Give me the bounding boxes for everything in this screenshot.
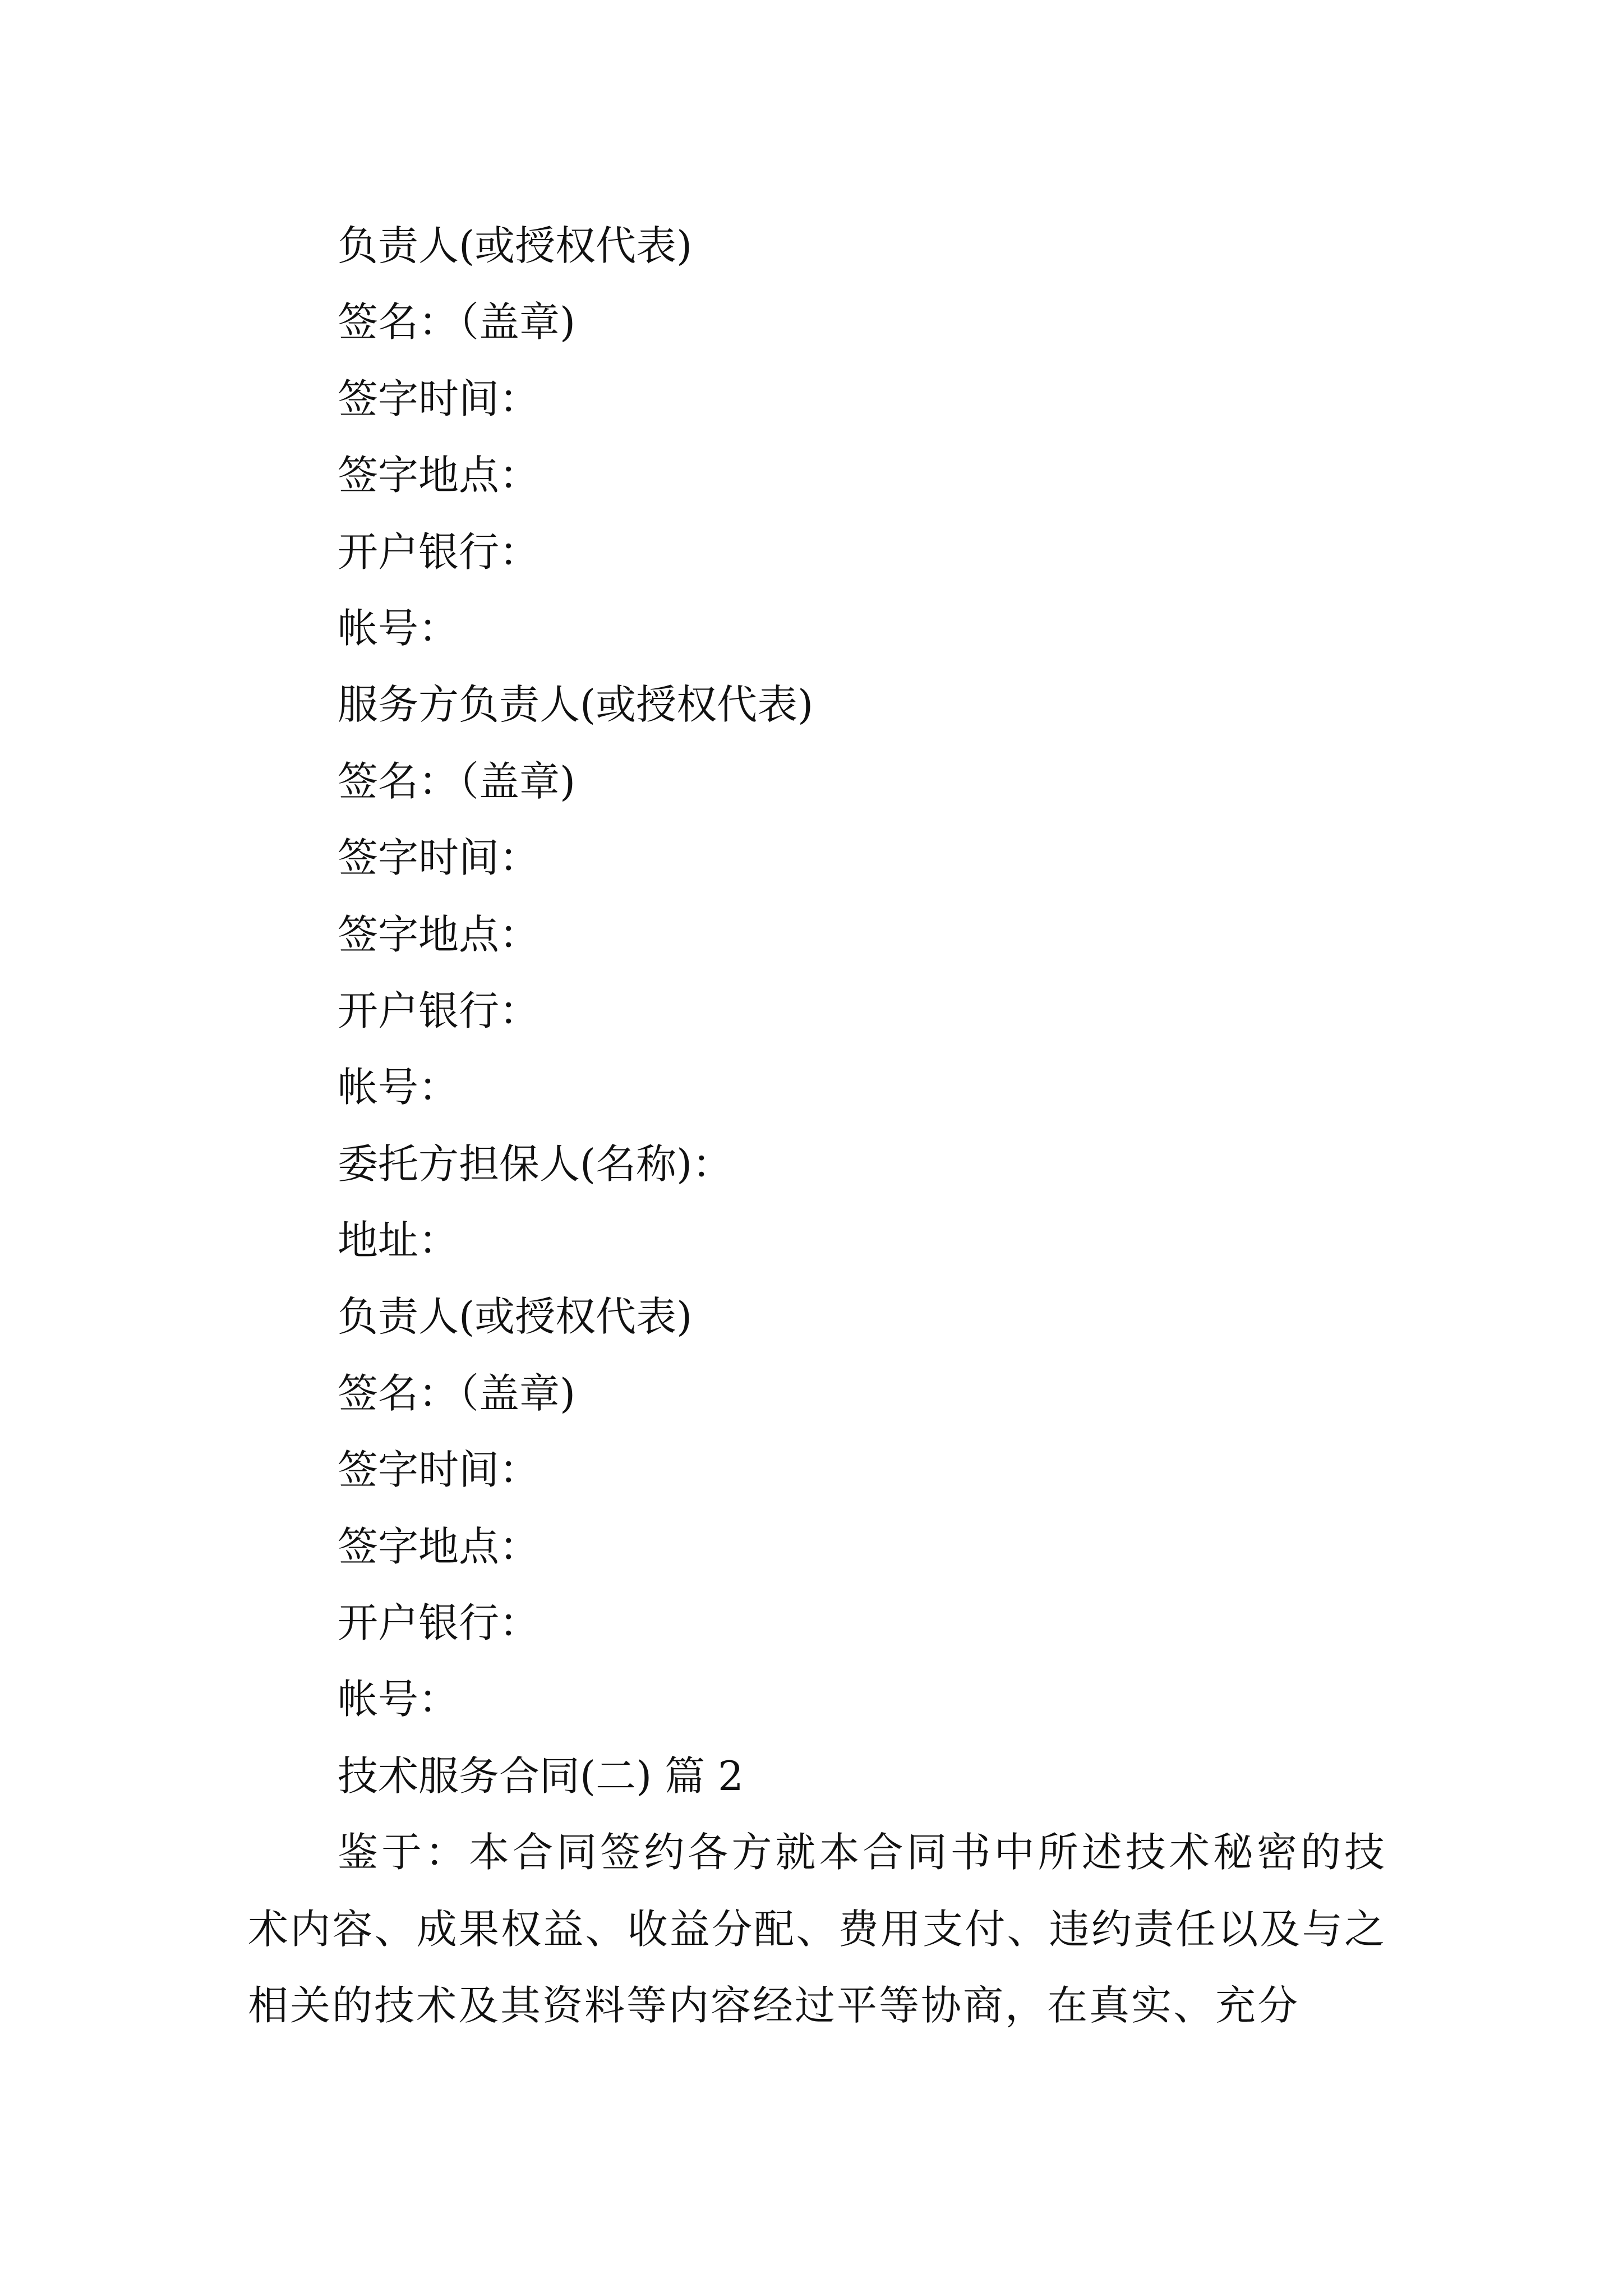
text-line: 签名：（盖章) xyxy=(338,757,576,805)
text-line: 帐号： xyxy=(338,1064,459,1111)
text-line: 负责人(或授权代表) xyxy=(338,222,693,269)
text-line: 地址： xyxy=(338,1217,459,1264)
text-line: 签字时间： xyxy=(338,834,540,882)
text-line: 签字地点： xyxy=(338,452,540,499)
text-line: 签名：（盖章) xyxy=(338,298,576,346)
text-line: 签字时间： xyxy=(338,375,540,422)
text-line: 帐号： xyxy=(338,1676,459,1723)
text-line: 签字地点： xyxy=(338,910,540,958)
text-line: 开户银行： xyxy=(338,987,540,1034)
body-paragraph: 鉴于：本合同签约各方就本合同书中所述技术秘密的技术内容、成果权益、收益分配、费用支付、违约责任以及与之相关的技术及其资料等内容经过平等协商，在真实、充分 xyxy=(248,1829,1386,2030)
text-line: 服务方负责人(或授权代表) xyxy=(338,681,814,729)
text-line: 签名：（盖章) xyxy=(338,1369,576,1417)
text-line: 开户银行： xyxy=(338,1599,540,1647)
text-line: 签字时间： xyxy=(338,1446,540,1494)
text-line: 开户银行： xyxy=(338,528,540,576)
text-line: 签字地点： xyxy=(338,1522,540,1570)
text-line: 帐号： xyxy=(338,604,459,652)
text-line: 委托方担保人(名称)： xyxy=(338,1140,733,1188)
document-body xyxy=(248,208,1386,2044)
section-heading: 技术服务合同(二) 篇 2 xyxy=(338,1752,744,1800)
text-line: 负责人(或授权代表) xyxy=(338,1293,693,1341)
